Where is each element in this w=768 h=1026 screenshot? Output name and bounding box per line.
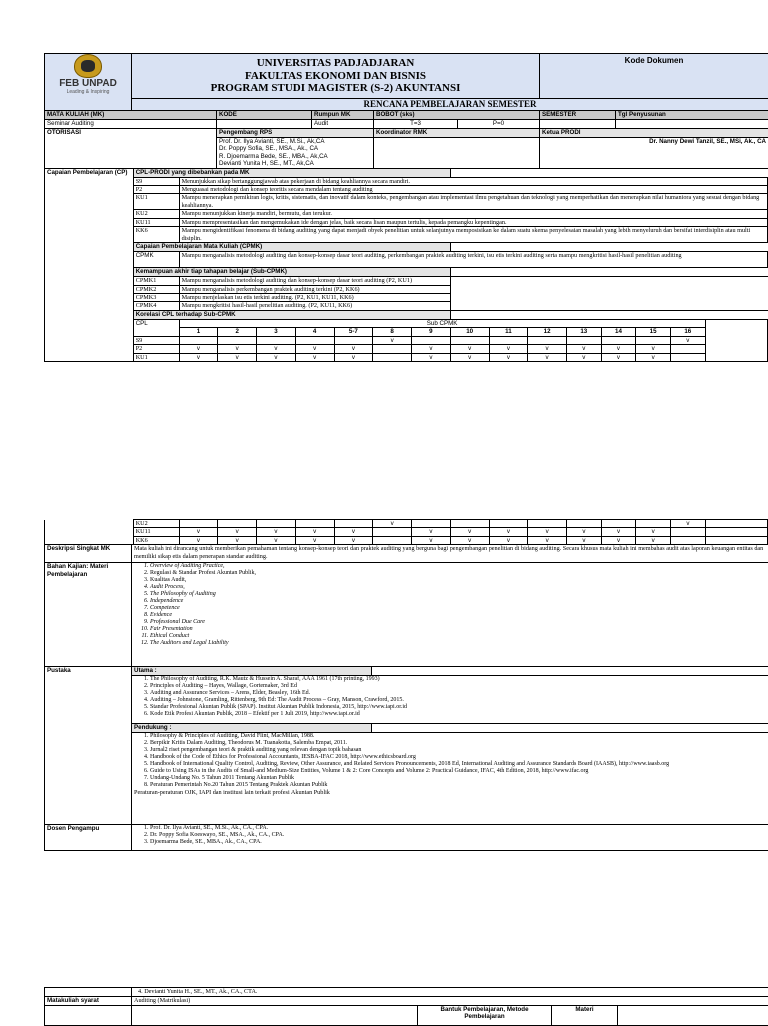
prodi-code: KU2 <box>133 210 179 218</box>
list-item: 2. Principles of Auditing – Hayes, Wallage, Gortemaker, 3rd Ed <box>150 683 766 690</box>
matrix-mark: v <box>670 336 705 344</box>
sub-cpmk-code: CPMK1 <box>133 277 179 285</box>
matrix-mark: v <box>218 353 257 361</box>
matrix-mark: v <box>636 353 671 361</box>
matrix-mark: v <box>179 353 218 361</box>
matrix-mark <box>489 520 528 528</box>
prodi-code: KU11 <box>133 218 179 226</box>
matrix-mark: v <box>528 536 567 544</box>
rumpun-header: Rumpun MK <box>312 111 374 120</box>
ketua-header: Ketua PRODI <box>540 129 768 138</box>
matrix-col-header: 15 <box>636 328 671 336</box>
bahan-kajian-list <box>132 563 768 667</box>
matrix-mark: v <box>257 536 296 544</box>
dosen-list-cell <box>132 825 768 851</box>
tgl-value <box>616 120 768 129</box>
pustaka-utama-header: Utama : <box>132 667 372 676</box>
cpmk-text: Mampu menganalisis metodologi auditing dan konsep-konsep dasar teori auditing, perkembangan praktek auditing terkini, isu etis terkini auditing serta mampu mengkritisi hasil-hasil penelitian auditing <box>179 252 767 268</box>
matrix-row-code: P2 <box>133 345 179 353</box>
prodi-text: Mampu mengidentifikasi fenomena di bidang auditing yang dapat menjadi obyek penelitian untuk selanjutnya memposisikan ke dalam suatu skema penyelesaian masalah yang lebih menyeluruh dan bersifat interdisiplin atau multi disiplin. <box>179 227 767 243</box>
bobot-p: P=0 <box>458 120 540 129</box>
matrix-mark: v <box>489 353 528 361</box>
matrix-mark: v <box>528 528 567 536</box>
matrix-mark: v <box>566 345 601 353</box>
utama-list <box>134 676 766 718</box>
list-item: 10. Fair Presentation <box>150 626 766 633</box>
semester-header: SEMESTER <box>540 111 616 120</box>
ketua-value: Dr. Nanny Dewi Tanzil, SE., MSi, Ak., CA <box>540 138 768 169</box>
matrix-mark: v <box>412 528 451 536</box>
semester-value <box>540 120 616 129</box>
list-item: 6. Kode Etik Profesi Akuntan Publik, 2018 – Efektif per 1 Juli 2019, http://www.iapi.or.id <box>150 711 766 718</box>
materi-header: Materi <box>552 1006 618 1026</box>
matrix-mark: v <box>601 345 636 353</box>
bobot-header: BOBOT (sks) <box>374 111 540 120</box>
sub-cpmk-col-header: Sub CPMK <box>179 319 705 327</box>
korelasi-header: Korelasi CPL terhadap Sub-CPMK <box>133 310 450 319</box>
matrix-mark <box>566 336 601 344</box>
prodi-code: KU1 <box>133 194 179 210</box>
matrix-mark: v <box>295 528 334 536</box>
matrix-mark: v <box>601 353 636 361</box>
matrix-mark: v <box>489 536 528 544</box>
matrix-mark <box>257 336 296 344</box>
matrix-mark: v <box>257 528 296 536</box>
matrix-row <box>45 336 768 344</box>
matrix-col-header: 10 <box>450 328 489 336</box>
matrix-mark: v <box>257 353 296 361</box>
prodi-code: P2 <box>133 186 179 194</box>
list-item: 7. Undang-Undang No. 5 Tahun 2011 Tentang Akuntan Publik <box>150 775 766 782</box>
list-item: 2. Dr. Poppy Sofia Koeswayo, SE., MSA., Ak., CA., CPA. <box>150 832 766 839</box>
faculty-name: FAKULTAS EKONOMI DAN BISNIS <box>134 70 537 83</box>
matrix-mark <box>334 336 373 344</box>
kode-value <box>217 120 312 129</box>
matrix-col-header: 13 <box>566 328 601 336</box>
bahan-kajian-label: Bahan Kajian: Materi Pembelajaran <box>45 563 132 667</box>
matrix-mark <box>601 336 636 344</box>
list-item: 4. Handbook of the Code of Ethics for Professional Accountants, IESBA-IFAC 2018, http://www.ethicsboard.org <box>150 754 766 761</box>
page-2 <box>0 519 768 851</box>
matrix-mark: v <box>636 528 671 536</box>
matrix-mark: v <box>334 528 373 536</box>
matrix-mark: v <box>671 520 706 528</box>
matrix-mark: v <box>528 345 567 353</box>
matrix-mark: v <box>566 353 601 361</box>
pendukung-list <box>134 733 766 789</box>
matrix-mark <box>601 520 636 528</box>
program-name: PROGRAM STUDI MAGISTER (S-2) AKUNTANSI <box>134 82 537 95</box>
list-item: 6. Guide to Using ISAs in the Audits of Small-and Medium-Size Entities, Volume 1 & 2: Core Concepts and Volume 2: Practical Guidance, IFAC, 4th Edition, 2018, http://www.ifac.org <box>150 768 766 775</box>
matrix-mark: v <box>450 353 489 361</box>
dosen-label: Dosen Pengampu <box>45 825 132 851</box>
matrix-mark: v <box>218 345 257 353</box>
pustaka-table <box>44 666 768 825</box>
matrix-mark: v <box>450 345 489 353</box>
list-item: 4. Auditing – Johnstone, Gramling, Rittenberg, 9th Ed: The Audit Process – Gray, Manson, Crawford, 2015. <box>150 697 766 704</box>
list-item: 1. Philosophy & Principles of Auditing, David Flint, MacMillan, 1988. <box>150 733 766 740</box>
matrix-mark: v <box>295 536 334 544</box>
matrix-mark <box>257 520 296 528</box>
matrix-mark: v <box>334 345 373 353</box>
matrix-mark: v <box>636 345 671 353</box>
matrix-mark <box>670 345 705 353</box>
matrix-mark: v <box>179 536 218 544</box>
matrix-mark <box>489 336 528 344</box>
list-item: 3. Kualitas Audit, <box>150 577 766 584</box>
otorisasi-label: OTORISASI <box>45 129 217 169</box>
matrix-col-header: 2 <box>218 328 257 336</box>
cp-label: Capaian Pembelajaran (CP) <box>45 168 134 361</box>
cpl-prodi-header: CPL-PRODI yang dibebankan pada MK <box>133 168 450 177</box>
mk-header: MATA KULIAH (MK) <box>45 111 217 120</box>
matrix-mark <box>218 336 257 344</box>
syarat-value: Auditing (Matrikulasi) <box>132 997 768 1006</box>
matrix-row <box>45 345 768 353</box>
institution-header <box>132 54 540 99</box>
prodi-code: KK6 <box>133 227 179 243</box>
matrix-mark <box>334 520 373 528</box>
syarat-label: Matakuliah syarat <box>45 997 132 1006</box>
matrix-mark <box>411 336 450 344</box>
prodi-text: Menunjukkan sikap bertanggungjawab atas pekerjaan di bidang keahliannya secara mandiri. <box>179 177 767 185</box>
matrix-mark: v <box>218 528 257 536</box>
pengembang-header: Pengembang RPS <box>217 129 374 138</box>
bobot-t: T=3 <box>374 120 458 129</box>
matrix-mark <box>450 336 489 344</box>
matrix-col-header: 8 <box>373 328 412 336</box>
list-item: 7. Competence <box>150 605 766 612</box>
matrix-mark: v <box>412 536 451 544</box>
bantuk-header: Bantuk Pembelajaran, Metode Pembelajaran <box>418 1006 552 1026</box>
sub-cpmk-text: Mampu menjelaskan isu etis terkini auditing. (P2, KU1, KU11, KK6) <box>179 294 450 302</box>
matrix-mark: v <box>179 528 218 536</box>
matrix-mark: v <box>373 336 412 344</box>
matrix-mark: v <box>567 536 602 544</box>
university-name: UNIVERSITAS PADJADJARAN <box>134 57 537 70</box>
prodi-text: Mampu menunjukkan kinerja mandiri, bermutu, dan terukur. <box>179 210 767 218</box>
matrix-mark <box>528 336 567 344</box>
matrix-mark <box>450 520 489 528</box>
rps-body-page2 <box>44 544 768 667</box>
koordinator-header: Koordinator RMK <box>374 129 540 138</box>
list-item: 9. Professional Due Care <box>150 619 766 626</box>
cp-table-page1 <box>44 168 768 362</box>
matrix-mark <box>636 520 671 528</box>
sub-cpmk-code: CPMK3 <box>133 294 179 302</box>
peraturan-note: Peraturan-peraturan OJK, IAPI dan institusi lain terkait profesi Akuntan Publik <box>134 789 766 796</box>
pustaka-pendukung-list <box>132 733 768 825</box>
matrix-mark <box>179 336 218 344</box>
list-item: 11. Ethical Conduct <box>150 633 766 640</box>
deskripsi-label: Deskripsi Singkat MK <box>45 545 132 563</box>
sub-cpmk-code: CPMK4 <box>133 302 179 310</box>
matrix-col-header: 9 <box>411 328 450 336</box>
matrix-mark <box>670 353 705 361</box>
list-item: 3. Auditing and Assurance Services – Arens, Elder, Beasley, 16th Ed. <box>150 690 766 697</box>
dosen-table <box>44 824 768 851</box>
matrix-mark <box>295 336 334 344</box>
list-item: 3. Jurnal2 riset pengembangan teori & praktik auditing yang relevan dengan topik bahasan <box>150 747 766 754</box>
matrix-mark: v <box>218 536 257 544</box>
cpl-col-header: CPL <box>133 319 179 336</box>
tgl-header: Tgl Penyusunan <box>616 111 768 120</box>
deskripsi-text: Mata kuliah ini dirancang untuk memberikan pemahaman tentang konsep-konsep teori dan praktek auditing yang berguna bagi pengembangan penelitian di bidang auditing. Secara khusus mata kuliah ini membahas audit atas laporan keuangan entitas dan memiliki sikap etis dalam penerapan standar auditing. <box>132 545 768 563</box>
prodi-text: Mampu mempresentasikan dan mengemukakan ide dengan jelas, baik secara lisan maupun tertulis, kepada pemangku kepentingan. <box>179 218 767 226</box>
matrix-mark <box>671 528 706 536</box>
prodi-text: Menguasai metodologi dan konsep teoritis secara mendalam tentang auditing <box>179 186 767 194</box>
list-item: 3. Djoemarma Bede, SE., MBA., Ak., CA., CPA. <box>150 839 766 846</box>
matrix-mark: v <box>528 353 567 361</box>
matrix-mark <box>373 353 412 361</box>
sub-cpmk-code: CPMK2 <box>133 285 179 293</box>
matrix-mark <box>636 336 671 344</box>
matrix-mark <box>295 520 334 528</box>
page-1 <box>0 53 768 362</box>
matrix-mark: v <box>489 345 528 353</box>
matrix-col-header: 3 <box>257 328 296 336</box>
prodi-text: Mampu menerapkan pemikiran logis, kritis, sistematis, dan inovatif dalam konteks, pengembangan atau implementasi ilmu pengetahuan dan teknologi yang memperhatikan dan menerapkan nilai humaniora yang sesuai dengan bidang keahliannya. <box>179 194 767 210</box>
matrix-mark: v <box>450 536 489 544</box>
matrix-mark: v <box>257 345 296 353</box>
matrix-row <box>45 520 768 528</box>
matrix-mark <box>567 520 602 528</box>
logo-cell <box>45 54 132 111</box>
matrix-mark: v <box>295 345 334 353</box>
matrix-mark: v <box>489 528 528 536</box>
matrix-mark: v <box>411 345 450 353</box>
logo-text: FEB UNPAD <box>59 78 117 89</box>
sub-cpmk-text: Mampu menganalisis perkembangan praktek auditing terkini (P2, KK6) <box>179 285 450 293</box>
list-item: 2. Berpikir Kritis Dalam Auditing, Theodorus M. Tuanakotta, Salemba Empat, 2011. <box>150 740 766 747</box>
rumpun-value: Audit <box>312 120 374 129</box>
matrix-col-header: 16 <box>670 328 705 336</box>
matrix-row-code: KU1 <box>133 353 179 361</box>
koordinator-value <box>374 138 540 169</box>
matrix-mark: v <box>334 353 373 361</box>
list-item: 6. Independence <box>150 598 766 605</box>
sub-cpmk-text: Mampu menganalisis metodologi auditing dan konsep-konsep dasar teori auditing (P2, KU1) <box>179 277 450 285</box>
matrix-mark: v <box>601 528 636 536</box>
list-item: 5. Handbook of International Quality Control, Auditing, Review, Other Assurance, and Related Services Pronouncements, 2018 Ed, International Auditing and Assurance Standards Board (IAASB), http://www.iaasb.org <box>150 761 766 768</box>
pustaka-pendukung-header: Pendukung : <box>132 724 372 733</box>
matrix-mark <box>179 520 218 528</box>
sub-cpmk-header: Kemampuan akhir tiap tahapan belajar (Sub-CPMK) <box>133 268 450 277</box>
matrix-row <box>45 528 768 536</box>
pustaka-label: Pustaka <box>45 667 132 825</box>
pustaka-utama-list <box>132 676 768 724</box>
pengembang-1: Prof. Dr. Ilya Avianti, SE., M.Si., Ak,CA <box>219 138 371 145</box>
matrix-row <box>45 353 768 361</box>
syarat-table <box>44 987 768 1026</box>
dosen-item-4: 4. Devianti Yunita H., SE., MT., Ak., CA., CTA. <box>132 988 768 997</box>
pengembang-list <box>217 138 374 169</box>
list-item: 5. Standar Profesional Akuntan Publik (SPAP). Institut Akuntan Publik Indonesia, 2015, http://www.iapi.or.id <box>150 704 766 711</box>
matrix-col-header: 5-7 <box>334 328 373 336</box>
kode-header: KODE <box>217 111 312 120</box>
matrix-mark: v <box>636 536 671 544</box>
list-item: 1. Prof. Dr. Ilya Avianti, SE., M.Si., Ak., CA., CPA. <box>150 825 766 832</box>
list-item: 4. Audit Process, <box>150 584 766 591</box>
rps-table-page1 <box>44 53 768 169</box>
materi-list <box>134 563 766 647</box>
prodi-code: S9 <box>133 177 179 185</box>
pengembang-4: Devianti Yunita H, SE., MT., Ak,CA <box>219 160 371 167</box>
matrix-mark <box>528 520 567 528</box>
rps-title: RENCANA PEMBELAJARAN SEMESTER <box>132 99 768 111</box>
matrix-col-header: 14 <box>601 328 636 336</box>
matrix-col-header: 4 <box>295 328 334 336</box>
matrix-mark: v <box>179 345 218 353</box>
matrix-row-code: S9 <box>133 336 179 344</box>
matrix-mark <box>373 345 412 353</box>
matrix-mark: v <box>334 536 373 544</box>
kode-dokumen <box>540 54 768 99</box>
matrix-col-header: 12 <box>528 328 567 336</box>
matrix-mark: v <box>295 353 334 361</box>
pengembang-3: R. Djoemarma Bede, SE., MBA., Ak,CA <box>219 153 371 160</box>
cpmk-header: Capaian Pembelajaran Mata Kuliah (CPMK) <box>133 243 450 252</box>
matrix-col-header: 1 <box>179 328 218 336</box>
matrix-col-header: 11 <box>489 328 528 336</box>
unpad-seal-icon <box>74 54 102 78</box>
sub-cpmk-text: Mampu mengkritisi hasil-hasil penelitian auditing. (P2, KU11, KK6) <box>179 302 450 310</box>
matrix-mark <box>218 520 257 528</box>
list-item: 8. Evidence <box>150 612 766 619</box>
matrix-mark: v <box>411 353 450 361</box>
matrix-mark: v <box>373 520 412 528</box>
kode-dokumen-label: Kode Dokumen <box>625 56 684 65</box>
matrix-row-code: KU11 <box>133 528 179 536</box>
dosen-list <box>134 825 766 846</box>
matrix-row-code: KU2 <box>133 520 179 528</box>
list-item: 12. The Auditors and Legal Liability <box>150 640 766 647</box>
list-item: 1. The Philosophy of Auditing, R.K. Mautz & Hussein A. Sharaf, AAA 1961 (17th printing, 1993) <box>150 676 766 683</box>
mk-value: Seminar Auditing <box>45 120 217 129</box>
matrix-mark: v <box>601 536 636 544</box>
page-3 <box>0 987 768 1026</box>
list-item: 1. Overview of Auditing Practice, <box>150 563 766 570</box>
list-item: 5. The Philosophy of Auditing <box>150 591 766 598</box>
matrix-mark <box>412 520 451 528</box>
list-item: 8. Peraturan Pemerintah No.20 Tahun 2015 Tentang Praktek Akuntan Publik <box>150 782 766 789</box>
pengembang-2: Dr. Poppy Sofia, SE., MSA., Ak., CA <box>219 145 371 152</box>
matrix-mark <box>373 528 412 536</box>
cpmk-code: CPMK <box>133 252 179 268</box>
matrix-mark: v <box>450 528 489 536</box>
list-item: 2. Regulasi & Standar Profesi Akuntan Publik, <box>150 570 766 577</box>
cp-table-page2 <box>44 519 768 545</box>
matrix-row-code: KK6 <box>133 536 179 544</box>
logo-tagline: Leading & Inspiring <box>67 89 110 95</box>
matrix-mark: v <box>567 528 602 536</box>
